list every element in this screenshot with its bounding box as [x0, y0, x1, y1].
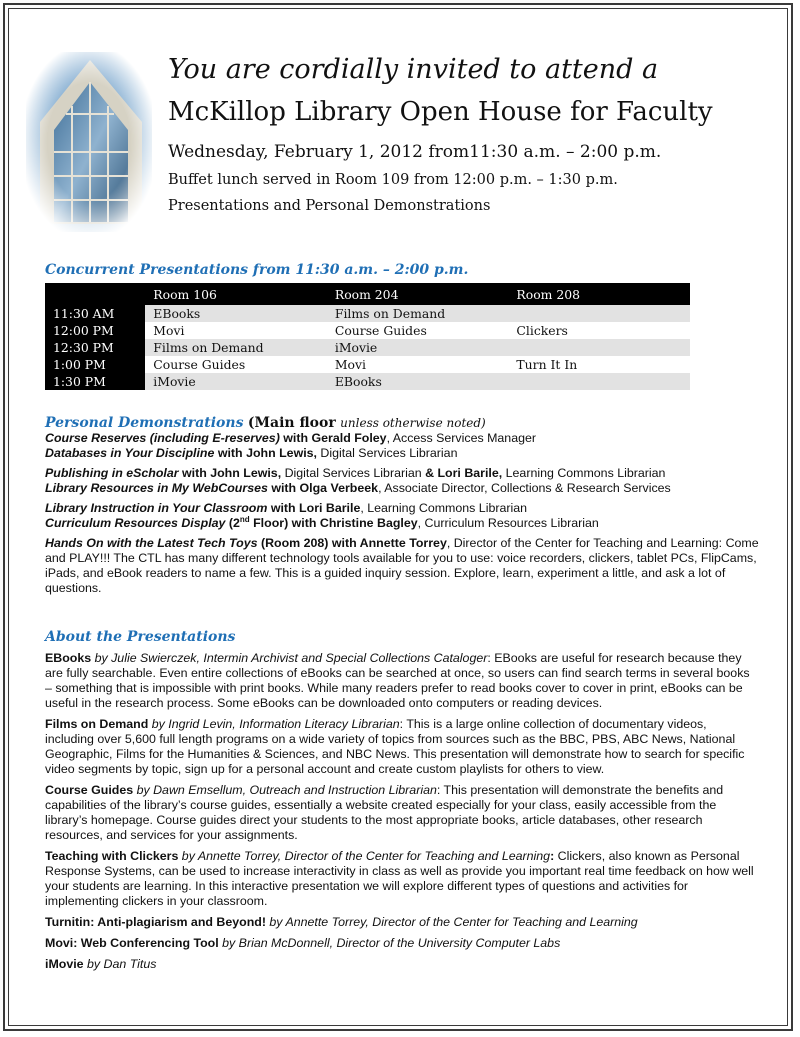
demo-presenter: Floor) with Christine Bagley — [249, 516, 418, 530]
table-row — [45, 305, 690, 322]
demo-title: Publishing in eScholar — [45, 466, 179, 480]
time-cell: 1:30 PM — [45, 373, 145, 390]
demos-heading-note: unless otherwise noted) — [340, 416, 486, 430]
buffet-info: Buffet lunch served in Room 109 from 12:00 p.m. – 1:30 p.m. — [168, 172, 618, 188]
session-cell: EBooks — [145, 305, 327, 322]
table-row — [45, 322, 690, 339]
demo-title: Databases in Your Discipline — [45, 446, 215, 460]
session-cell: Course Guides — [145, 356, 327, 373]
column-header: Room 208 — [508, 283, 690, 305]
table-row — [45, 339, 690, 356]
session-cell: iMovie — [327, 339, 509, 356]
list-item — [45, 717, 757, 777]
table-row — [45, 356, 690, 373]
session-cell — [508, 305, 690, 322]
demos-heading-location: (Main floor — [247, 415, 336, 431]
session-cell: Course Guides — [327, 322, 509, 339]
about-description: Clickers, also known as Personal Response Systems, can be used to increase interactivity in class as well as provide you important real time feedback on how well your students are learning. In this interactive presentation we will explore different types of questions and activities for implementing clickers in your classroom. — [45, 849, 754, 908]
list-item — [45, 466, 760, 481]
about-presenter: by Annette Torrey, Director of the Center for Teaching and Learning — [265, 915, 638, 929]
concurrent-heading: Concurrent Presentations from 11:30 a.m. – 2:00 p.m. — [45, 262, 469, 278]
list-item — [45, 536, 760, 596]
demo-title: Library Instruction in Your Classroom — [45, 501, 268, 515]
demo-role: Digital Services Librarian — [316, 446, 458, 460]
session-cell — [508, 339, 690, 356]
time-cell: 11:30 AM — [45, 305, 145, 322]
time-cell: 12:30 PM — [45, 339, 145, 356]
time-cell: 12:00 PM — [45, 322, 145, 339]
column-header: Room 106 — [145, 283, 327, 305]
invitation-header — [168, 52, 768, 214]
demo-presenter: with Olga Verbeek — [267, 481, 379, 495]
about-title: EBooks — [45, 651, 92, 665]
demo-presenter: with Lori Barile — [267, 501, 361, 515]
schedule-table — [45, 283, 690, 390]
library-building-image — [26, 52, 152, 232]
presentations-line: Presentations and Personal Demonstrations — [168, 198, 491, 214]
session-cell: Movi — [145, 322, 327, 339]
personal-demonstrations — [45, 415, 760, 596]
about-title: Movi: Web Conferencing Tool — [45, 936, 219, 950]
demo-role: , Associate Director, Collections & Research Services — [378, 481, 671, 495]
about-presenter: by Annette Torrey, Director of the Center for Teaching and Learning — [178, 849, 551, 863]
session-cell — [508, 373, 690, 390]
about-title: iMovie — [45, 957, 84, 971]
demos-heading-title: Personal Demonstrations — [45, 415, 244, 431]
session-cell: iMovie — [145, 373, 327, 390]
list-item — [45, 936, 757, 951]
about-description: This presentation will demonstrate the benefits and capabilities of the library’s course guides, essentially a website created especially for your class, easily accessible from the library’s homepage. Course guides direct your students to the most appropriate books, article databases, other research resources, and services for your assignments. — [45, 783, 724, 842]
about-presenter: by Ingrid Levin, Information Literacy Librarian — [148, 717, 400, 731]
demo-title: Curriculum Resources Display — [45, 516, 226, 530]
list-item — [45, 481, 760, 496]
demo-presenter: & Lori Barile, — [425, 466, 503, 480]
about-presenter: by Dawn Emsellum, Outreach and Instruction Librarian — [133, 783, 437, 797]
demo-floor: (2 — [225, 516, 240, 530]
demo-role: , Learning Commons Librarian — [360, 501, 528, 515]
demo-role: Digital Services Librarian — [281, 466, 426, 480]
about-presentations — [45, 629, 757, 978]
demo-presenter: (Room 208) with Annette Torrey — [257, 536, 447, 550]
list-item — [45, 651, 757, 711]
about-title: Turnitin: Anti-plagiarism and Beyond! — [45, 915, 266, 929]
about-title: Course Guides — [45, 783, 134, 797]
about-heading: About the Presentations — [45, 629, 236, 645]
about-separator: : — [550, 849, 555, 863]
session-cell: Films on Demand — [145, 339, 327, 356]
page-title: McKillop Library Open House for Faculty — [168, 97, 713, 127]
about-description: This is a large online collection of documentary videos, including over 5,600 full length programs on a wide variety of topics from sources such as the BBC, PBS, ABC News, National Geographic, Films for the Humanities & Sciences, and NBC News. This presentation will demonstrate how to search for specific video segments by topic, sign up for a personal account and create custom playlists for others to view. — [45, 717, 745, 776]
demo-title: Course Reserves (including E-reserves) — [45, 431, 280, 445]
about-presenter: by Dan Titus — [83, 957, 157, 971]
about-presenter: by Julie Swierczek, Intermin Archivist and Special Collections Cataloger — [91, 651, 488, 665]
list-item — [45, 431, 760, 446]
demo-title: Hands On with the Latest Tech Toys — [45, 536, 258, 550]
session-cell: Films on Demand — [327, 305, 509, 322]
demo-role: Learning Commons Librarian — [502, 466, 666, 480]
demo-presenter: with John Lewis, — [214, 446, 317, 460]
about-presenter: by Brian McDonnell, Director of the University Computer Labs — [218, 936, 561, 950]
demos-heading — [45, 415, 760, 431]
demo-role: , Access Services Manager — [386, 431, 536, 445]
session-cell: Clickers — [508, 322, 690, 339]
schedule-header-row — [45, 283, 690, 305]
list-item — [45, 446, 760, 461]
list-item — [45, 849, 757, 909]
about-title: Teaching with Clickers — [45, 849, 179, 863]
about-description: EBooks are useful for research because they are fully searchable. Even entire collections of eBooks can be searched at once, so users can find search terms in several books – something that is impossible with print books. While many readers prefer to read books cover to cover in print, eBooks can be useful in the research process. Some eBooks can be downloaded onto computers or reading devices. — [45, 651, 750, 710]
schedule-corner — [45, 283, 145, 305]
about-separator: : — [487, 651, 491, 665]
column-header: Room 204 — [327, 283, 509, 305]
invite-line: You are cordially invited to attend a — [168, 54, 659, 85]
list-item — [45, 957, 757, 972]
demo-floor-suffix: nd — [239, 514, 250, 524]
list-item — [45, 915, 757, 930]
session-cell: EBooks — [327, 373, 509, 390]
demo-presenter: with John Lewis, — [178, 466, 282, 480]
list-item — [45, 501, 760, 516]
demo-title: Library Resources in My WebCourses — [45, 481, 268, 495]
about-separator: : — [436, 783, 441, 797]
about-title: Films on Demand — [45, 717, 149, 731]
session-cell: Turn It In — [508, 356, 690, 373]
list-item — [45, 516, 760, 531]
about-separator: : — [399, 717, 404, 731]
event-date: Wednesday, February 1, 2012 from11:30 a.m. – 2:00 p.m. — [168, 142, 662, 162]
demo-presenter: with Gerald Foley — [279, 431, 387, 445]
demo-role: , Curriculum Resources Librarian — [417, 516, 599, 530]
table-row — [45, 373, 690, 390]
list-item — [45, 783, 757, 843]
demo-role: , Director of the Center for Teaching and Learning: Come and PLAY!!! The CTL has many different technology tools available for you to use: voice recorders, clickers, tablet PCs, FlipCams, iPads, and eBook readers to name a few. This is a guided inquiry session. Explore, learn, experiment a little, and ask a lot of questions. — [45, 536, 759, 595]
session-cell: Movi — [327, 356, 509, 373]
time-cell: 1:00 PM — [45, 356, 145, 373]
